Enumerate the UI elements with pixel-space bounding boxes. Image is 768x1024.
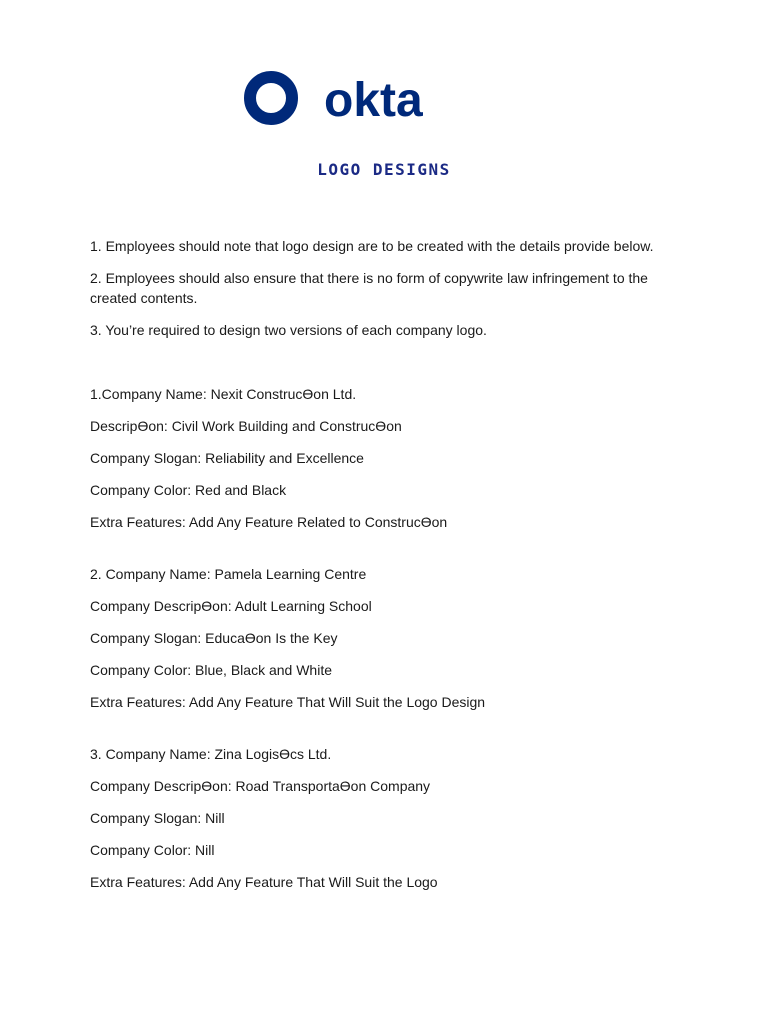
company-name: 1.Company Name: Nexit Construcϴon Ltd.: [90, 386, 357, 402]
instruction-2: 2. Employees should also ensure that there is no form of copywrite law infringement to the created contents.: [90, 270, 648, 306]
company-color: Company Color: Red and Black: [90, 482, 287, 498]
company-3: [90, 744, 690, 892]
page-title: LOGO DESIGNS: [317, 160, 451, 179]
document-body: [90, 236, 690, 892]
company-1: [90, 384, 690, 532]
spacer: [90, 532, 690, 564]
okta-logo: [244, 64, 444, 134]
company-extra-features: Extra Features: Add Any Feature That Will Suit the Logo Design: [90, 694, 486, 710]
okta-logo-graphic: [244, 64, 444, 134]
company-slogan: Company Slogan: Nill: [90, 810, 225, 826]
spacer: [90, 352, 690, 384]
company-description: Company Descripϴon: Road Transportaϴon Company: [90, 778, 431, 794]
okta-logo-ring: [250, 77, 292, 119]
company-extra-features: Extra Features: Add Any Feature Related to Construcϴon: [90, 514, 448, 530]
company-color: Company Color: Blue, Black and White: [90, 662, 332, 678]
company-2: [90, 564, 690, 712]
company-description: Descripϴon: Civil Work Building and Construcϴon: [90, 418, 402, 434]
company-description: Company Descripϴon: Adult Learning School: [90, 598, 372, 614]
instruction-3: 3. You’re required to design two versions of each company logo.: [90, 322, 487, 338]
okta-logo-wordmark: okta: [324, 74, 423, 127]
instruction-1: 1. Employees should note that logo design are to be created with the details provide below.: [90, 238, 654, 254]
company-slogan: Company Slogan: Reliability and Excellence: [90, 450, 364, 466]
spacer: [90, 712, 690, 744]
company-name: 2. Company Name: Pamela Learning Centre: [90, 566, 367, 582]
company-name: 3. Company Name: Zina Logisϴcs Ltd.: [90, 746, 332, 762]
company-extra-features: Extra Features: Add Any Feature That Will Suit the Logo: [90, 874, 438, 890]
company-color: Company Color: Nill: [90, 842, 215, 858]
company-slogan: Company Slogan: Educaϴon Is the Key: [90, 630, 338, 646]
